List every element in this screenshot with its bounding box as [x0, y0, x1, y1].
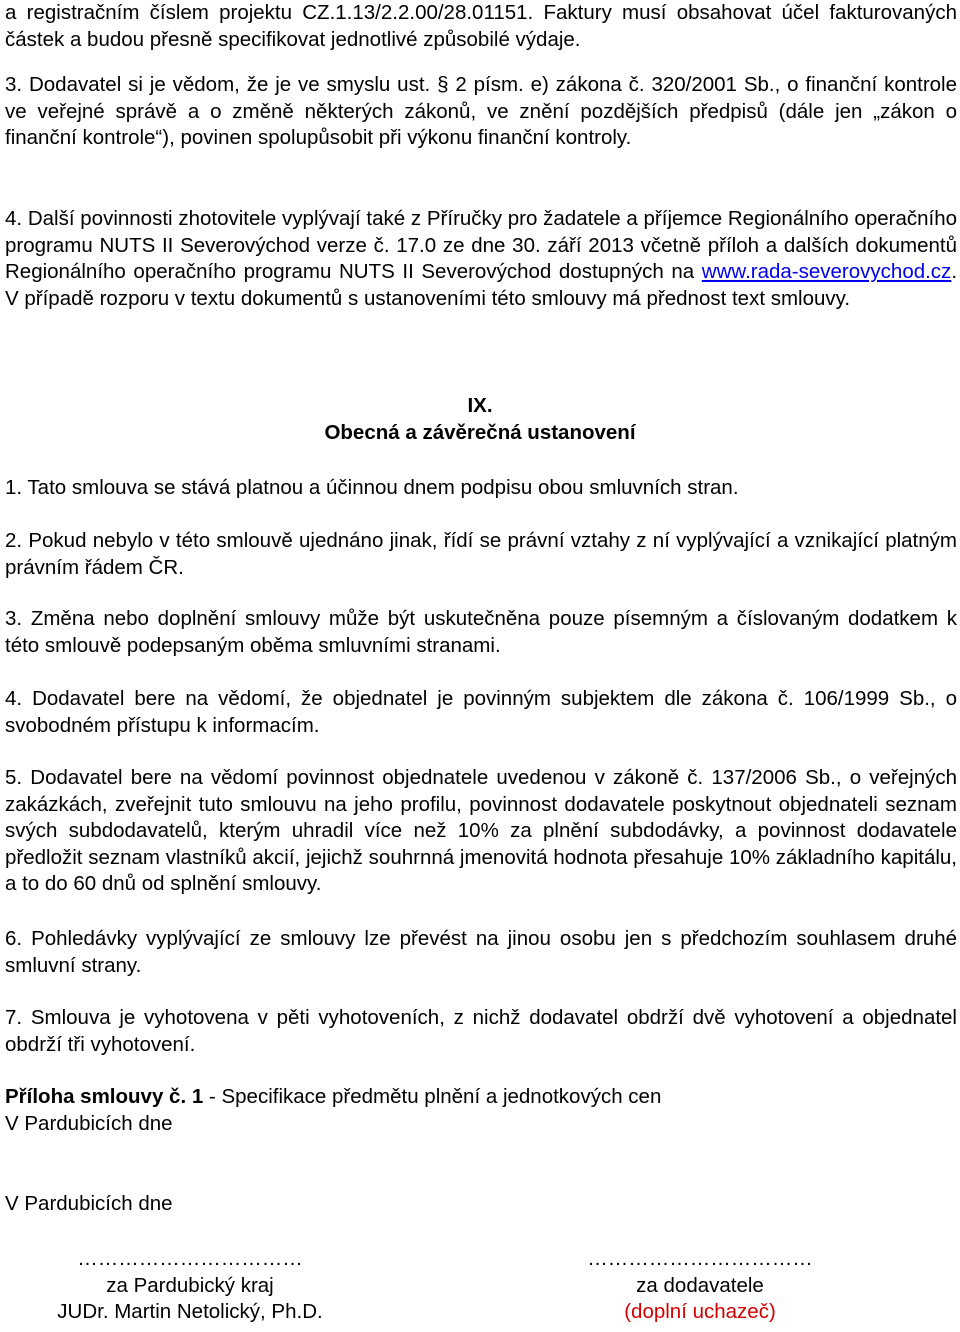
clause-5: 5. Dodavatel bere na vědomí povinnost objednatele uvedenou v zákoně č. 137/2006 Sb., o veřejných zakázkách, zveřejnit tuto smlouvu na jeho profilu, povinnost dodavatele poskytnout objednateli seznam svých subdodavatelů, kterým uhradil více než 10% za plnění subdodávky, a povinnost dodavatele předložit seznam vlastníků akcií, jejichž souhrnná jmenovitá hodnota přesahuje 10% základního kapitálu, a to do 60 dnů od splnění smlouvy.: [5, 766, 957, 896]
signatory-name-right: (doplní uchazeč): [624, 1300, 776, 1324]
section-title: Obecná a závěrečná ustanovení: [324, 421, 636, 444]
paragraph-3: 3. Dodavatel si je vědom, že je ve smyslu ust. § 2 písm. e) zákona č. 320/2001 Sb., o finanční kontrole ve veřejné správě a o změně některých zákonů, ve znění pozdějších předpisů (dále jen „zákon o finanční kontrole“), povinen spolupůsobit při výkonu finanční kontroly.: [5, 73, 957, 150]
rada-severovychod-link[interactable]: www.rada-severovychod.cz: [701, 260, 952, 284]
signature-for-left: za Pardubický kraj: [106, 1273, 274, 1297]
clause-4: 4. Dodavatel bere na vědomí, že objednatel je povinným subjektem dle zákona č. 106/1999 Sb., o svobodném přístupu k informacím.: [5, 687, 957, 737]
signature-line-right: ……………………………: [587, 1247, 813, 1270]
annex-line: [5, 1084, 661, 1111]
paragraph-4-text-a: 4. Další povinnosti zhotovitele vyplývají také z Příručky pro žadatele a příjemce Regionálního operačního programu NUTS II Severovýchod verze č. 17.0 ze dne 30. září 2013 včetně příloh a dalších dokumentů Regionálního operačního programu NUTS II Severovýchod dostupných na: [5, 207, 957, 284]
clause-6: 6. Pohledávky vyplývající ze smlouvy lze převést na jinou osobu jen s předchozím souhlasem druhé smluvní strany.: [5, 927, 957, 977]
annex-label: Příloha smlouvy č. 1: [5, 1085, 204, 1108]
paragraph-4: [5, 206, 957, 312]
paragraph-intro: a registračním číslem projektu CZ.1.13/2.2.00/28.01151. Faktury musí obsahovat účel fakturovaných částek a budou přesně specifikovat jednotlivé způsobilé výdaje.: [5, 1, 957, 51]
section-number: IX.: [467, 394, 493, 417]
place-date-1: V Pardubicích dne: [5, 1112, 173, 1135]
signatory-name-left: JUDr. Martin Netolický, Ph.D.: [57, 1300, 323, 1324]
signature-block-right: [560, 1246, 840, 1326]
signature-block-left: [30, 1246, 350, 1326]
signature-line-left: ……………………………: [77, 1247, 303, 1270]
annex-text: - Specifikace předmětu plnění a jednotkových cen: [203, 1085, 662, 1108]
signature-for-right: za dodavatele: [636, 1273, 764, 1297]
paragraph-4-text-b: . V případě rozporu v textu dokumentů s ustanoveními této smlouvy má přednost text smlouvy.: [5, 260, 958, 310]
clause-1: 1. Tato smlouva se stává platnou a účinnou dnem podpisu obou smluvních stran.: [5, 476, 739, 499]
clause-7: 7. Smlouva je vyhotovena v pěti vyhotoveních, z nichž dodavatel obdrží dvě vyhotovení a objednatel obdrží tři vyhotovení.: [5, 1006, 957, 1056]
clause-3: 3. Změna nebo doplnění smlouvy může být uskutečněna pouze písemným a číslovaným dodatkem k této smlouvě podepsaným oběma smluvními stranami.: [5, 607, 957, 657]
place-date-2: V Pardubicích dne: [5, 1192, 173, 1215]
clause-2: 2. Pokud nebylo v této smlouvě ujednáno jinak, řídí se právní vztahy z ní vyplývající a vznikající platným právním řádem ČR.: [5, 529, 957, 579]
